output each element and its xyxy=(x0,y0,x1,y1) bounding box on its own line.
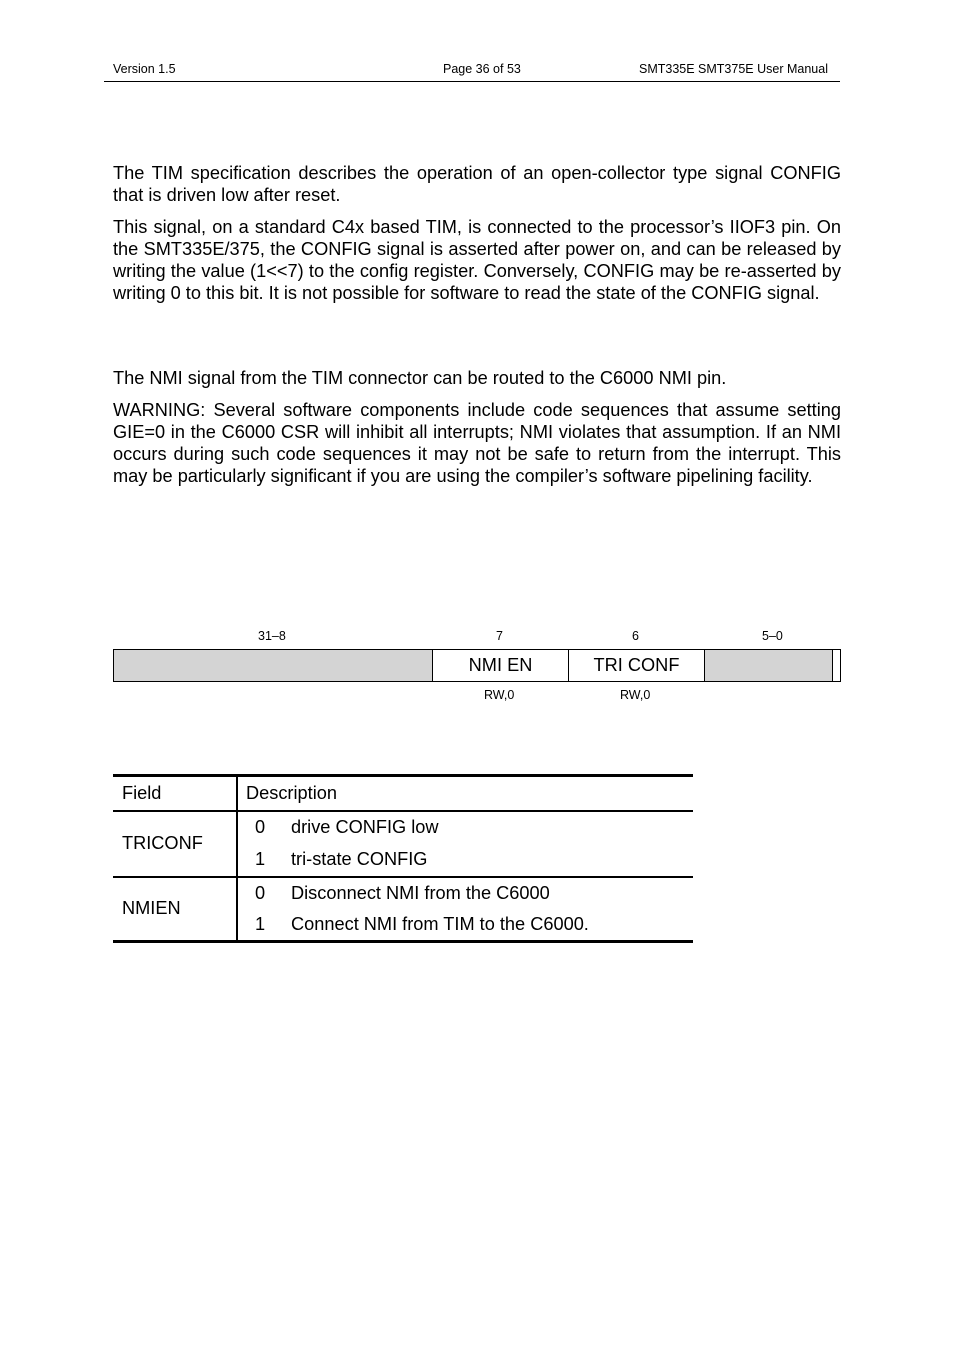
header-rule xyxy=(104,81,840,82)
register-reserved-high xyxy=(114,650,433,681)
paragraph-config-intro: The TIM specification describes the operation of an open-collector type signal CONFIG that is driven low after reset. xyxy=(113,163,841,205)
table-cell-value: 0 xyxy=(255,883,266,903)
paragraph-nmi-warning: WARNING: Several software components include code sequences that assume setting GIE=0 in the C6000 CSR will inhibit all interrupts; NMI violates that assumption. If an NMI occurs during such code sequences it may not be safe to return from the interrupt. This may be particularly significant if you are using the compiler’s software pipelining facility. xyxy=(113,400,841,486)
table-cell-value: 1 xyxy=(255,849,266,869)
table-cell-value: 0 xyxy=(255,817,266,837)
paragraph-config-detail: This signal, on a standard C4x based TIM, is connected to the processor’s IIOF3 pin. On the SMT335E/375, the CONFIG signal is asserted after power on, and can be released by writing the value (1<<7) to the config register. Conversely, CONFIG may be re-asserted by writing 0 to this bit. It is not possible for software to read the state of the CONFIG signal. xyxy=(113,217,841,303)
table-header-field: Field xyxy=(113,776,237,811)
table-cell-description: tri-state CONFIG xyxy=(291,849,428,869)
register-reserved-low xyxy=(705,650,833,681)
header-page-number: Page 36 of 53 xyxy=(443,62,521,76)
paragraph-nmi-intro: The NMI signal from the TIM connector can be routed to the C6000 NMI pin. xyxy=(113,368,727,388)
table-row xyxy=(113,877,693,910)
bit-label-7: 7 xyxy=(496,629,503,643)
bit-label-31-8: 31–8 xyxy=(258,629,286,643)
table-cell-value: 1 xyxy=(255,914,266,935)
table-cell-field: NMIEN xyxy=(113,877,237,942)
table-header-row xyxy=(113,776,693,811)
table-cell-description: drive CONFIG low xyxy=(291,817,439,837)
header-title: SMT335E SMT375E User Manual xyxy=(639,62,828,76)
table-cell-description: Connect NMI from TIM to the C6000. xyxy=(291,914,589,935)
register-field-tri-conf: TRI CONF xyxy=(569,650,705,681)
bit-label-5-0: 5–0 xyxy=(762,629,783,643)
bit-label-6: 6 xyxy=(632,629,639,643)
access-label-nmi-en: RW,0 xyxy=(484,688,515,702)
register-field-nmi-en: NMI EN xyxy=(433,650,569,681)
header-version: Version 1.5 xyxy=(113,62,176,76)
register-bar xyxy=(113,649,841,682)
table-cell-field: TRICONF xyxy=(113,811,237,877)
access-label-tri-conf: RW,0 xyxy=(620,688,651,702)
field-description-table xyxy=(113,774,693,943)
table-cell-description: Disconnect NMI from the C6000 xyxy=(291,883,550,903)
table-row xyxy=(113,811,693,844)
table-header-description: Description xyxy=(246,782,337,803)
